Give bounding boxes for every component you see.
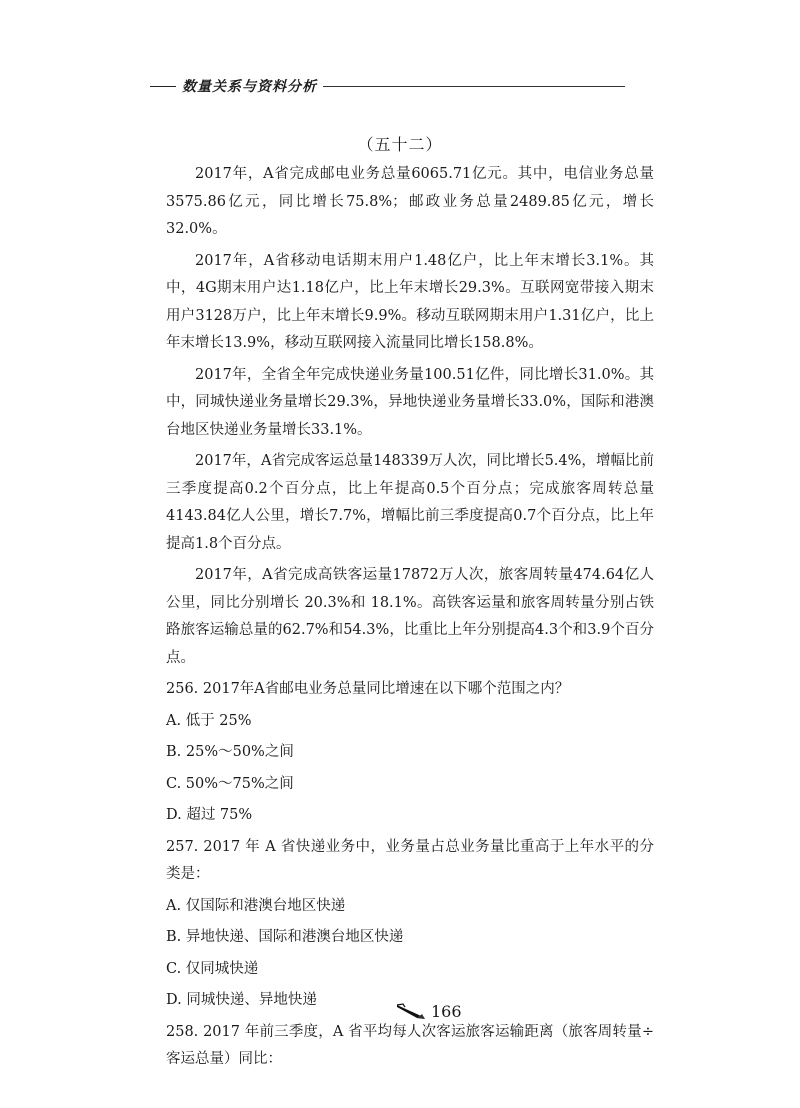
option-b: B. 异地快递、国际和港澳台地区快递 [166,929,404,945]
pen-nib-icon [395,1003,429,1021]
question-258 [166,1019,654,1074]
option-d: D. 超过 75% [166,807,253,823]
paragraph-express-delivery: 2017年，全省全年完成快递业务量100.51亿件，同比增长31.0%。其中，同城快递业务量增长29.3%，异地快递业务量增长33.0%，国际和港澳台地区快递业务量增长33.1%。 [166,366,654,438]
paragraph-postal-telecom: 2017年，A省完成邮电业务总量6065.71亿元。其中，电信业务总量3575.86亿元，同比增长75.8%；邮政业务总量2489.85亿元，增长32.0%。 [166,166,654,237]
option-d: D. 同城快递、异地快递 [166,992,317,1008]
question-257 [166,834,654,1015]
option-c: C. 50%～75%之间 [166,775,294,792]
header-title: 数量关系与资料分析 [182,79,317,95]
option-a: A. 仅国际和港澳台地区快递 [166,897,346,914]
page-number: 166 [431,1002,462,1021]
option-b: B. 25%～50%之间 [166,744,294,760]
section-title: （五十二） [357,135,443,154]
header-rule [323,86,625,87]
question-text: 258. 2017 年前三季度，A 省平均每人次客运旅客运输距离（旅客周转量÷客运总量）同比： [166,1023,654,1067]
question-text: 256. 2017年A省邮电业务总量同比增速在以下哪个范围之内？ [166,681,570,697]
question-256 [166,676,654,830]
running-header [150,76,625,96]
paragraph-high-speed-rail: 2017年，A省完成高铁客运量17872万人次，旅客周转量474.64亿人公里，同比分别增长 20.3%和 18.1%。高铁客运量和旅客周转量分别占铁路旅客运输总量的62.7%和54.3%，比重比上年分别提高4.3个和3.9个百分点。 [166,567,654,666]
page-footer [395,1002,462,1021]
option-a: A. 低于 25% [166,712,252,729]
page-content [166,161,654,1078]
paragraph-passenger-transport: 2017年，A省完成客运总量148339万人次，同比增长5.4%，增幅比前三季度提高0.2个百分点，比上年提高0.5个百分点；完成旅客周转总量4143.84亿人公里，增长7.7%，增幅比前三季度提高0.7个百分点，比上年提高1.8个百分点。 [166,453,654,552]
question-text: 257. 2017 年 A 省快递业务中，业务量占总业务量比重高于上年水平的分类是： [166,838,654,882]
paragraph-mobile-users: 2017年，A省移动电话期末用户1.48亿户，比上年末增长3.1%。其中，4G期末用户达1.18亿户，比上年末增长29.3%。互联网宽带接入期末用户3128万户，比上年末增长9.9%。移动互联网期末用户1.31亿户，比上年末增长13.9%，移动互联网接入流量同比增长158.8%。 [166,252,654,351]
option-c: C. 仅同城快递 [166,960,259,977]
header-dash [150,86,176,87]
